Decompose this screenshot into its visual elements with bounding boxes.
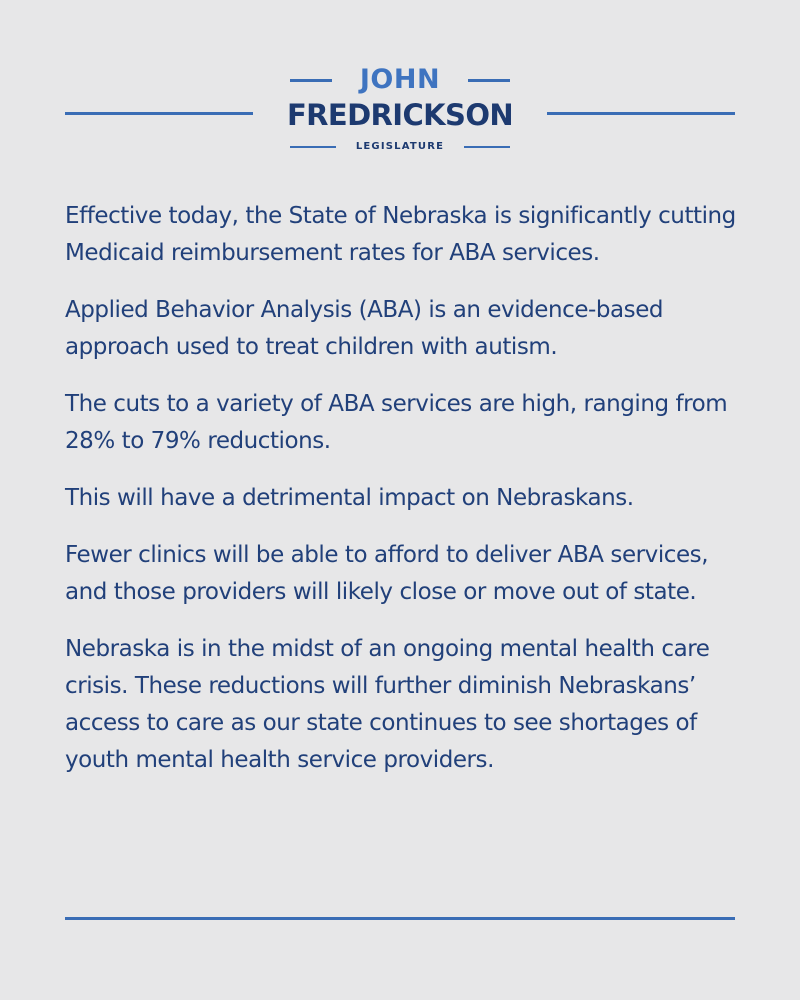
logo-dash bbox=[290, 146, 336, 148]
logo-first-name: JOHN bbox=[359, 64, 441, 95]
header-rule-right bbox=[547, 112, 735, 115]
logo bbox=[276, 62, 524, 162]
paragraph: This will have a detrimental impact on Nebraskans. bbox=[65, 485, 634, 511]
paragraph: Applied Behavior Analysis (ABA) is an evidence-based approach used to treat children with autism. bbox=[65, 297, 664, 360]
logo-last-name: FREDRICKSON bbox=[286, 98, 514, 132]
paragraph: Nebraska is in the midst of an ongoing mental health care crisis. These reductions will further diminish Nebraskans’ access to care as our state continues to see shortages of youth mental health service providers. bbox=[65, 636, 710, 773]
paragraph: Fewer clinics will be able to afford to deliver ABA services, and those providers will likely close or move out of state. bbox=[65, 542, 709, 605]
logo-subtitle-row bbox=[276, 138, 524, 156]
logo-subtitle: LEGISLATURE bbox=[355, 141, 445, 152]
paragraph: The cuts to a variety of ABA services are high, ranging from 28% to 79% reductions. bbox=[65, 391, 728, 454]
bottom-rule bbox=[65, 917, 735, 920]
logo-first-name-row bbox=[276, 64, 524, 96]
statement-body bbox=[65, 198, 755, 799]
logo-dash bbox=[290, 79, 332, 82]
logo-dash bbox=[464, 146, 510, 148]
logo-dash bbox=[468, 79, 510, 82]
header-rule-left bbox=[65, 112, 253, 115]
paragraph: Effective today, the State of Nebraska is significantly cutting Medicaid reimbursement rates for ABA services. bbox=[65, 203, 736, 266]
